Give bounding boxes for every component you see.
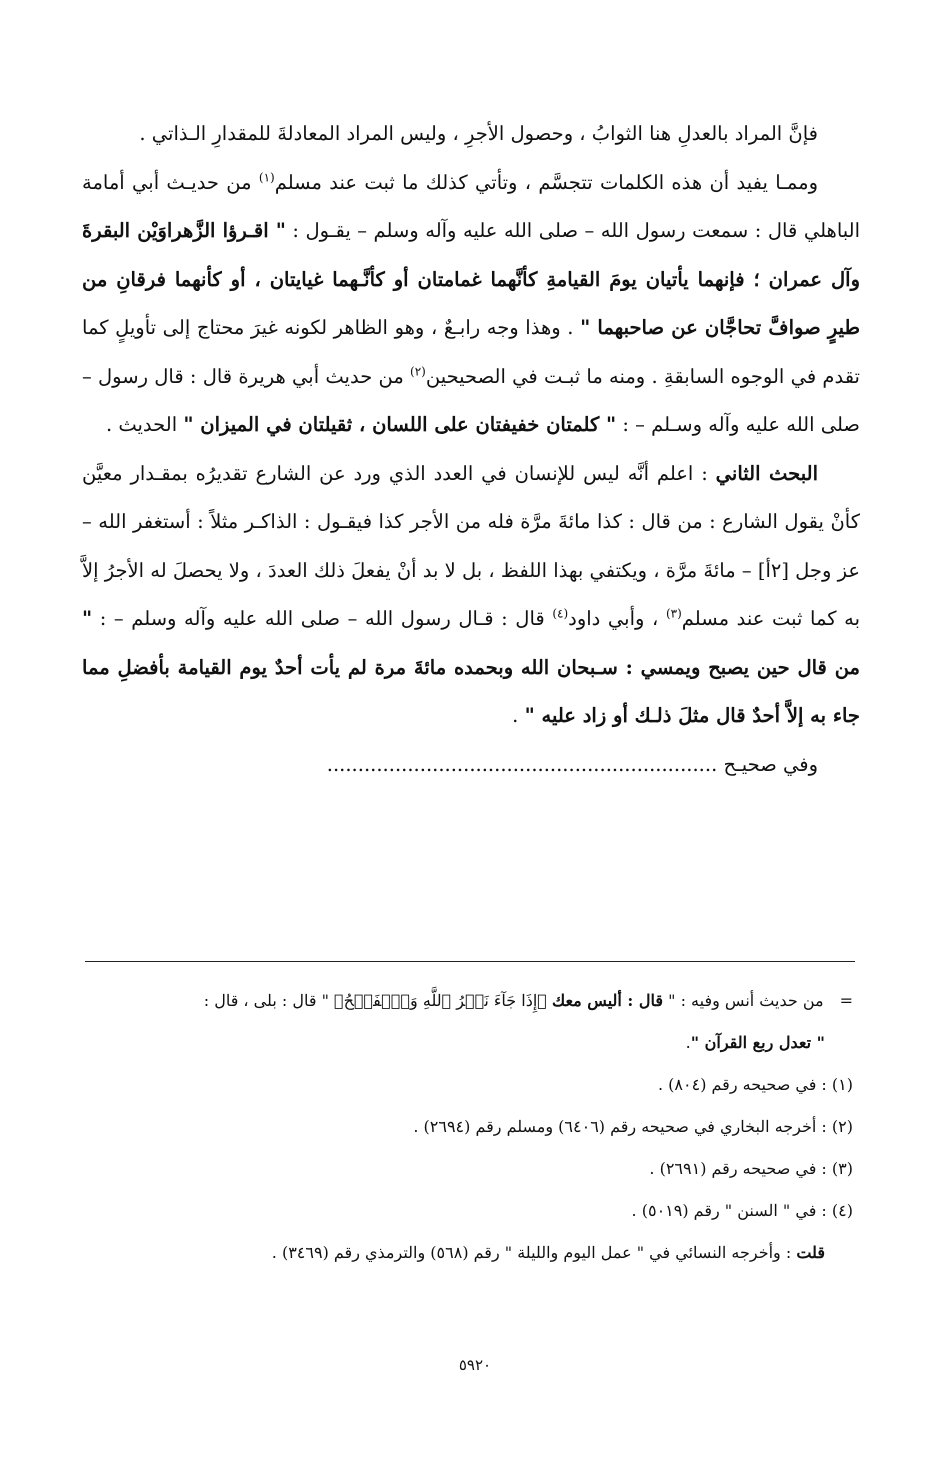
text-run: : اعلم أنَّه ليس للإنسان في العدد الذي ورد عن الشارع تقديرُه بمقـدار معيَّن كأنْ يقول الشارع : من قال : كذا مائةَ مرَّة فله من الأجر كذا فيقـول : الذاكـر مثلاً : أستغفر الله – عز وجل [٢أ] – مائةَ مرَّة ، ويكتفي بهذا اللفظ ، بل لا بد أنْ يفعلَ ذلك العددَ ، ولا يحصلَ له الأجرُ إلاَّ به كما ثبت عند مسلم (82, 461, 861, 630)
footnote-ref-3[interactable]: (٣) (665, 606, 682, 621)
text-run: : وأخرجه النسائي في " عمل اليوم والليلة " رقم (٥٦٨) والترمذي رقم (٣٤٦٩) . (271, 1243, 797, 1262)
text-run: ، وأبي داود (568, 607, 666, 630)
footnote-ref-1[interactable]: (١) (258, 170, 275, 184)
bold-run: " تعدل ربع القرآن " (690, 1033, 825, 1052)
page-number: ٥٩٢٠ (458, 1356, 492, 1374)
text-run: من حديـث أبي أمامة الباهلي قال : سمعت رسول الله – صلى الله عليه وآله وسلم – يقـول : (82, 170, 860, 242)
paragraph-2 (82, 159, 860, 450)
text-run: . (685, 1033, 691, 1052)
footnote-3: (٣) : في صحيحه رقم (٢٦٩١) . (649, 1159, 853, 1178)
hadith-quote: " من قال حين يصبح ويمسي : سـبحان الله وبحمده مائةَ مرة لم يأت أحدٌ يوم القيامة بأفضلِ مما جاء به إلاَّ أحدٌ قال مثلَ ذلـك أو زاد عليه " (82, 607, 860, 727)
text-run: . (512, 704, 525, 727)
hadith-quote: " كلمتان خفيفتان على اللسان ، ثقيلتان في الميزان " (183, 413, 617, 436)
continuation-mark: = (839, 991, 853, 1010)
text-run: الحديث . (105, 413, 184, 436)
footnote-4: (٤) : في " السنن " رقم (٥٠١٩) . (631, 1201, 853, 1220)
footnote-qult (95, 1232, 853, 1274)
footnote-divider (85, 961, 855, 962)
paragraph-1: فإنَّ المراد بالعدلِ هنا الثوابُ ، وحصول الأجرِ ، وليس المراد المعادلةَ للمقدارِ الـذاتي . (139, 122, 818, 145)
footnote-ref-2[interactable]: (٢) (410, 364, 426, 378)
quran-verse: ﴿إِذَا جَآءَ نَصۡرُ ٱللَّهِ وَٱلۡفَتۡحُ﴾ (334, 991, 552, 1010)
text-run: من حديث أبي هريرة قال : قال رسول – صلى الله عليه وآله وسـلم – : (82, 364, 860, 436)
footnote-1: (١) : في صحيحه رقم (٨٠٤) . (657, 1075, 853, 1094)
text-run: قال : قـال رسول الله – صلى الله عليه وآله وسلم – : (92, 607, 553, 630)
text-run: " قال : بلى ، قال : (203, 991, 335, 1010)
footnote-continuation (95, 980, 853, 1022)
qult-label: قلت (796, 1243, 825, 1262)
bold-run: قال : أليس معك (551, 991, 664, 1010)
text-run: . وهذا وجه رابـعٌ ، وهو الظاهر لكونه غيرَ محتاج إلى تأويلٍ كما تقدم في الوجوه السابقةِ . ومنه ما ثبـت في الصحيحين (82, 316, 860, 388)
paragraph-3 (82, 450, 860, 741)
hadith-quote: " اقـرؤا الزَّهراوَيْن البقرةَ وآل عمران ؛ فإنهما يأتيان يومَ القيامةِ كأنَّهما غمامتان أو كأنَّـهما غيايتان ، أو كأنهما فرقانِ من طيرٍ صوافَّ تحاجَّان عن صاحبهما " (82, 219, 860, 339)
footnote-ref-4[interactable]: (٤) (552, 606, 569, 621)
text-run: من حديث أنس وفيه : " (663, 991, 824, 1010)
main-text (82, 110, 860, 789)
footnote-2: (٢) : أخرجه البخاري في صحيحه رقم (٦٤٠٦) ومسلم رقم (٢٦٩٤) . (413, 1117, 853, 1136)
footnote-continuation-2 (95, 1022, 853, 1064)
continuation-line: وفي صحيـح ............................................................... (326, 752, 818, 776)
footnotes (95, 980, 853, 1274)
text-run: وممـا يفيد أن هذه الكلمات تتجسَّم ، وتأتي كذلك ما ثبت عند مسلم (274, 170, 818, 194)
section-heading: البحث الثاني (715, 461, 818, 485)
